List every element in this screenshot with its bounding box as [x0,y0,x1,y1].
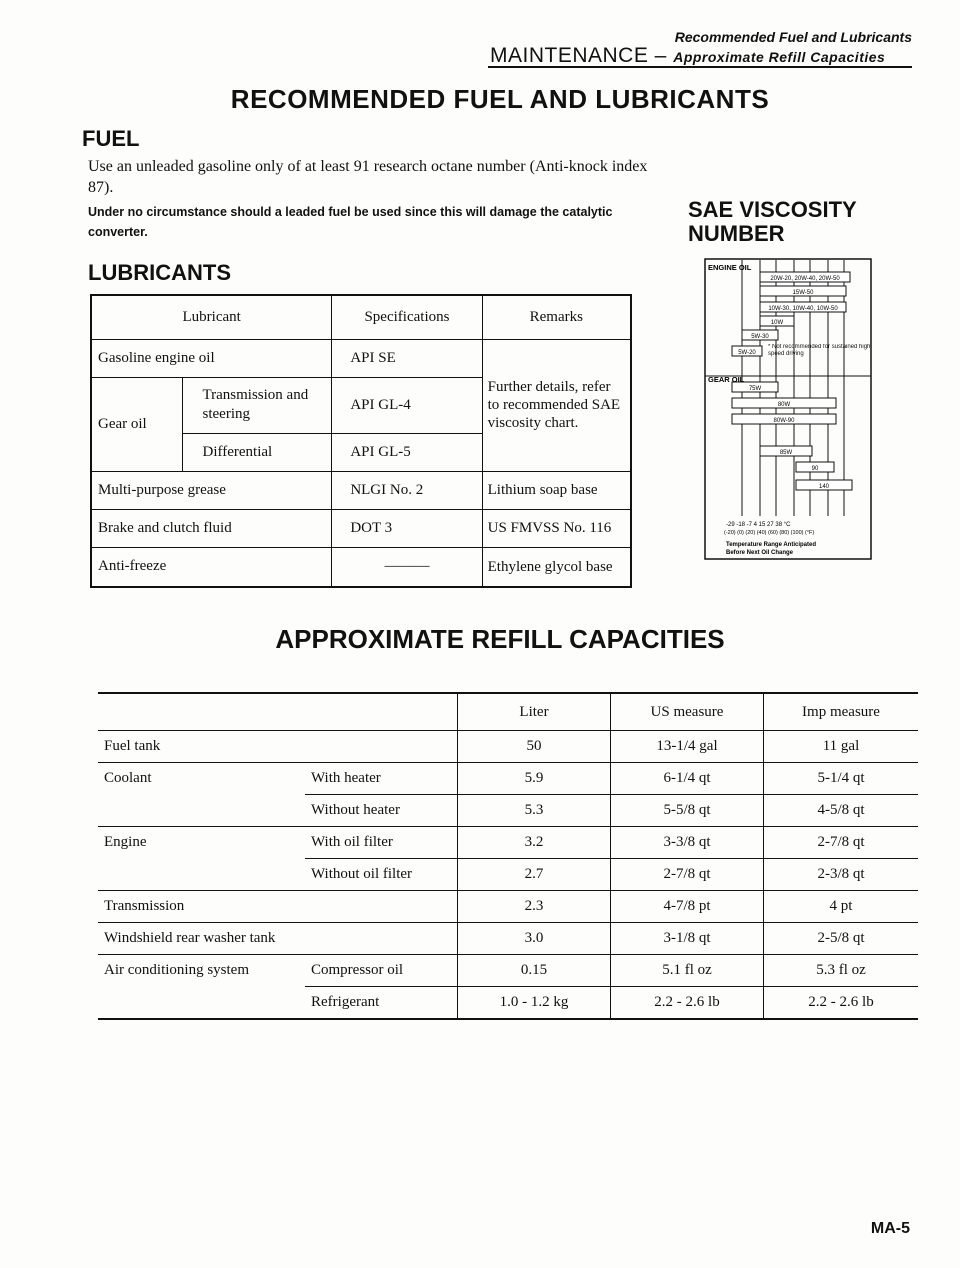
item: Fuel tank [98,731,305,763]
imp-measure: 5-1/4 qt [764,763,919,795]
specification: NLGI No. 2 [332,471,482,509]
us-measure: 3-3/8 qt [611,827,764,859]
page-number: MA-5 [870,1220,910,1237]
bar-label: 5W-30 [751,334,769,340]
header-specifications: Specifications [332,295,482,339]
us-measure: 6-1/4 qt [611,763,764,795]
lubricant-name: Gear oil [91,377,182,471]
capacities-table [98,692,918,1020]
bar-label: 80W-90 [773,418,795,424]
imp-measure: 2.2 - 2.6 lb [764,987,919,1020]
bar-label: 5W-20 [738,350,756,356]
table-row [91,509,631,547]
table-row [91,547,631,587]
bar-label: 15W-50 [792,290,814,296]
subitem: With oil filter [305,827,458,859]
liter: 50 [458,731,611,763]
page-title: RECOMMENDED FUEL AND LUBRICANTS [230,84,770,114]
item: Engine [98,827,305,859]
bar-label: 10W-30, 10W-40, 10W-50 [768,306,838,312]
remark: Lithium soap base [482,471,631,509]
chart-caption-1: Temperature Range Anticipated [726,542,817,548]
subitem: Without oil filter [305,859,458,891]
subitem [305,731,458,763]
header-blank [98,693,305,731]
liter: 2.7 [458,859,611,891]
fuel-paragraph-1: Use an unleaded gasoline only of at least 91 research octane number (Anti-knock index 87). [88,158,648,196]
temps-celsius: -29 -18 -7 4 15 27 38 °C [726,522,791,528]
table-row [91,339,631,377]
bar-label: 75W [748,386,762,392]
temps-fahrenheit: (-20) (0) (20) (40) (60) (80) (100) (°F) [724,530,815,536]
lubricants-heading: LUBRICANTS [88,260,231,285]
subitem: Compressor oil [305,955,458,987]
capacities-heading: APPROXIMATE REFILL CAPACITIES [275,624,725,654]
table-row [98,955,918,987]
liter: 3.2 [458,827,611,859]
liter: 2.3 [458,891,611,923]
liter: 1.0 - 1.2 kg [458,987,611,1020]
header-liter: Liter [458,693,611,731]
engine-oil-label: ENGINE OIL [708,263,752,272]
remark: US FMVSS No. 116 [482,509,631,547]
us-measure: 13-1/4 gal [611,731,764,763]
imp-measure: 2-5/8 qt [764,923,919,955]
imp-measure: 2-7/8 qt [764,827,919,859]
liter: 5.9 [458,763,611,795]
table-row [91,471,631,509]
bar-label: 140 [818,484,830,490]
remark-further: Further details, refer to recommended SAE viscosity chart. [482,339,631,471]
imp-measure: 11 gal [764,731,919,763]
specification: ——— [332,547,482,587]
lubricant-subtype: Transmission and steering [182,377,332,433]
liter: 3.0 [458,923,611,955]
us-measure: 4-7/8 pt [611,891,764,923]
header-blank [305,693,458,731]
bar-label: 90 [811,466,819,472]
specification: API GL-4 [332,377,482,433]
header-main [490,44,885,68]
sae-heading: SAE VISCOSITY NUMBER [688,197,857,246]
header-rule [488,66,912,68]
lubricant-name: Multi-purpose grease [91,471,332,509]
lubricant-name: Gasoline engine oil [91,339,332,377]
us-measure: 5.1 fl oz [611,955,764,987]
subitem [305,891,458,923]
bar-label: 85W [779,450,793,456]
table-row [98,923,918,955]
item [98,859,305,891]
chart-caption-2: Before Next Oil Change [726,550,794,556]
lubricants-table [90,294,632,588]
sae-viscosity-chart [704,258,874,573]
imp-measure: 4 pt [764,891,919,923]
subitem: Refrigerant [305,987,458,1020]
item: Air conditioning system [98,955,305,987]
fuel-heading: FUEL [82,126,140,151]
lubricant-subtype: Differential [182,433,332,471]
lubricant-name: Anti-freeze [91,547,332,587]
header-imp-measure: Imp measure [764,693,919,731]
specification: API GL-5 [332,433,482,471]
lubricant-name: Brake and clutch fluid [91,509,332,547]
imp-measure: 2-3/8 qt [764,859,919,891]
table-row [98,987,918,1020]
item: Coolant [98,763,305,795]
bar-label: 20W-20, 20W-40, 20W-50 [770,276,840,282]
item [98,795,305,827]
liter: 0.15 [458,955,611,987]
imp-measure: 4-5/8 qt [764,795,919,827]
sae-note: * Not recommended for sustained high speed driving [768,344,871,357]
gear-oil-label: GEAR OIL [708,375,745,384]
header-chapter: MAINTENANCE – [490,44,674,67]
table-row [98,827,918,859]
table-row [98,731,918,763]
subitem: Without heater [305,795,458,827]
header-subsection: Approximate Refill Capacities [673,49,886,65]
table-row [98,763,918,795]
bar-label: 80W [777,402,791,408]
imp-measure: 5.3 fl oz [764,955,919,987]
table-row [98,891,918,923]
item [98,987,305,1020]
us-measure: 5-5/8 qt [611,795,764,827]
liter: 5.3 [458,795,611,827]
fuel-paragraph-2: Under no circumstance should a leaded fuel be used since this will damage the catalytic converter. [88,205,613,239]
bar-label: 10W [770,320,784,326]
table-row [98,859,918,891]
us-measure: 2.2 - 2.6 lb [611,987,764,1020]
subitem: With heater [305,763,458,795]
header-section-title: Recommended Fuel and Lubricants [674,29,912,45]
header-remarks: Remarks [482,295,631,339]
remark: Ethylene glycol base [482,547,631,587]
specification: API SE [332,339,482,377]
us-measure: 2-7/8 qt [611,859,764,891]
table-header-row [98,693,918,731]
header-us-measure: US measure [611,693,764,731]
table-row [98,795,918,827]
item: Windshield rear washer tank [98,923,458,955]
us-measure: 3-1/8 qt [611,923,764,955]
specification: DOT 3 [332,509,482,547]
item: Transmission [98,891,305,923]
table-header-row [91,295,631,339]
header-lubricant: Lubricant [91,295,332,339]
